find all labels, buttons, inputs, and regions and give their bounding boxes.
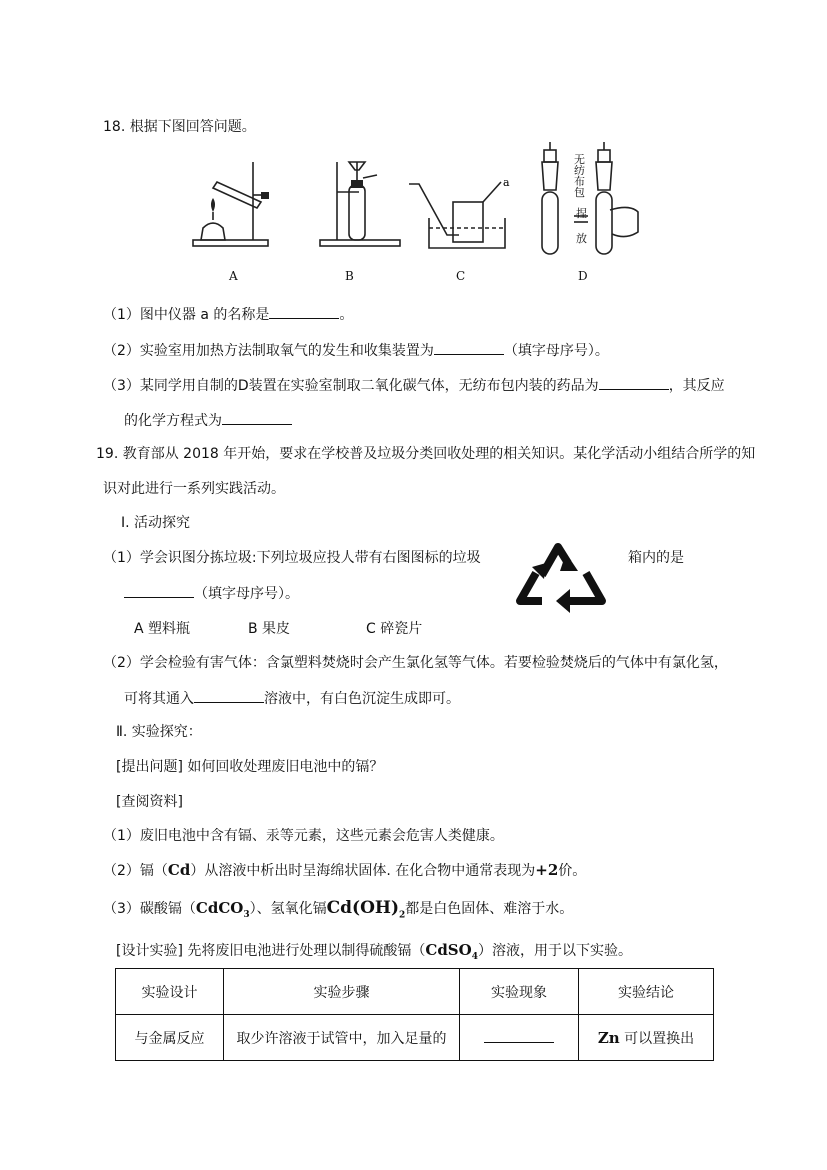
research-title: [查阅资料]	[116, 794, 183, 810]
fig-label-d: D	[578, 269, 588, 283]
answer-blank[interactable]	[222, 410, 292, 425]
q19-intro-2: 识对此进行一系列实践活动。	[103, 481, 285, 497]
answer-blank[interactable]	[484, 1028, 554, 1043]
answer-blank[interactable]	[599, 375, 669, 390]
apparatus-b-icon	[320, 162, 400, 246]
apparatus-c-icon	[409, 176, 510, 248]
table-header: 实验设计	[116, 969, 224, 1015]
option-a: A 塑料瓶	[134, 621, 191, 637]
research-2: （2）镉（Cd）从溶液中析出时呈海绵状固体. 在化合物中通常表现为+2价。	[103, 861, 587, 879]
table-header: 实验结论	[579, 969, 714, 1015]
q19-intro-1: 19. 教育部从 2018 年开始，要求在学校普及垃圾分类回收处理的相关知识。某化学活动小组结合所学的知	[96, 446, 756, 462]
research-1: （1）废旧电池中含有镉、汞等元素，这些元素会危害人类健康。	[103, 828, 504, 844]
research-3: （3）碳酸镉（CdCO$_3$）、氢氧化镉$Cd(OH)_2$都是白色固体、难溶于水。	[103, 898, 574, 921]
experiment-table	[115, 968, 714, 1061]
table-row	[116, 1015, 714, 1061]
q19-p2-line2: 可将其通入 溶液中，有白色沉淀生成即可。	[124, 688, 460, 709]
label-release: 放	[576, 232, 587, 245]
table-cell	[460, 1015, 579, 1061]
q19-p1-line2: （填字母序号）。	[124, 583, 299, 604]
answer-blank[interactable]	[269, 304, 339, 319]
table-cell: Zn 可以置换出	[579, 1015, 714, 1061]
table-header: 实验步骤	[224, 969, 460, 1015]
answer-blank[interactable]	[194, 688, 264, 703]
option-b: B 果皮	[248, 621, 291, 637]
fig-label-c: C	[456, 269, 466, 283]
table-header-row	[116, 969, 714, 1015]
q19-p2-line1: （2）学会检验有害气体：含氯塑料焚烧时会产生氯化氢等气体。若要检验焚烧后的气体中有氯化氢，	[103, 655, 728, 671]
table-cell: 取少许溶液于试管中，加入足量的	[224, 1015, 460, 1061]
apparatus-d-icon	[542, 142, 638, 254]
recycle-icon	[512, 529, 610, 621]
table-header: 实验现象	[460, 969, 579, 1015]
label-a: a	[503, 176, 510, 189]
q18-title: 18. 根据下图回答问题。	[103, 119, 256, 135]
q18-p2: （2）实验室用加热方法制取氧气的发生和收集装置为 （填字母序号）。	[103, 340, 609, 361]
apparatus-a-icon	[193, 162, 269, 246]
answer-blank[interactable]	[124, 583, 194, 598]
fig-label-b: B	[345, 269, 354, 283]
answer-blank[interactable]	[434, 340, 504, 355]
label-bag: 无 纺 布 包	[574, 153, 585, 199]
option-c: C 碎瓷片	[366, 621, 423, 637]
q19-p1-post: 箱内的是	[628, 550, 684, 566]
design-line: [设计实验] 先将废旧电池进行处理以制得硫酸镉（CdSO$_4$）溶液，用于以下实验。	[116, 941, 632, 962]
q18-p3: （3）某同学用自制的D装置在实验室制取二氧化碳气体，无纺布包内装的药品为 ，其反应	[103, 375, 725, 396]
q18-p1: （1）图中仪器 a 的名称是 。	[103, 304, 353, 325]
table-cell: 与金属反应	[116, 1015, 224, 1061]
q18-p3-line2: 的化学方程式为	[124, 410, 292, 431]
section-1-title: I. 活动探究	[121, 515, 191, 531]
question-line: [提出问题] 如何回收处理废旧电池中的镉？	[116, 759, 384, 775]
q19-p1: （1）学会识图分拣垃圾:下列垃圾应投人带有右图图标的垃圾	[103, 550, 481, 566]
section-2-title: Ⅱ. 实验探究：	[116, 724, 202, 740]
label-squeeze: 捏	[576, 207, 587, 220]
fig-label-a: A	[229, 269, 238, 283]
